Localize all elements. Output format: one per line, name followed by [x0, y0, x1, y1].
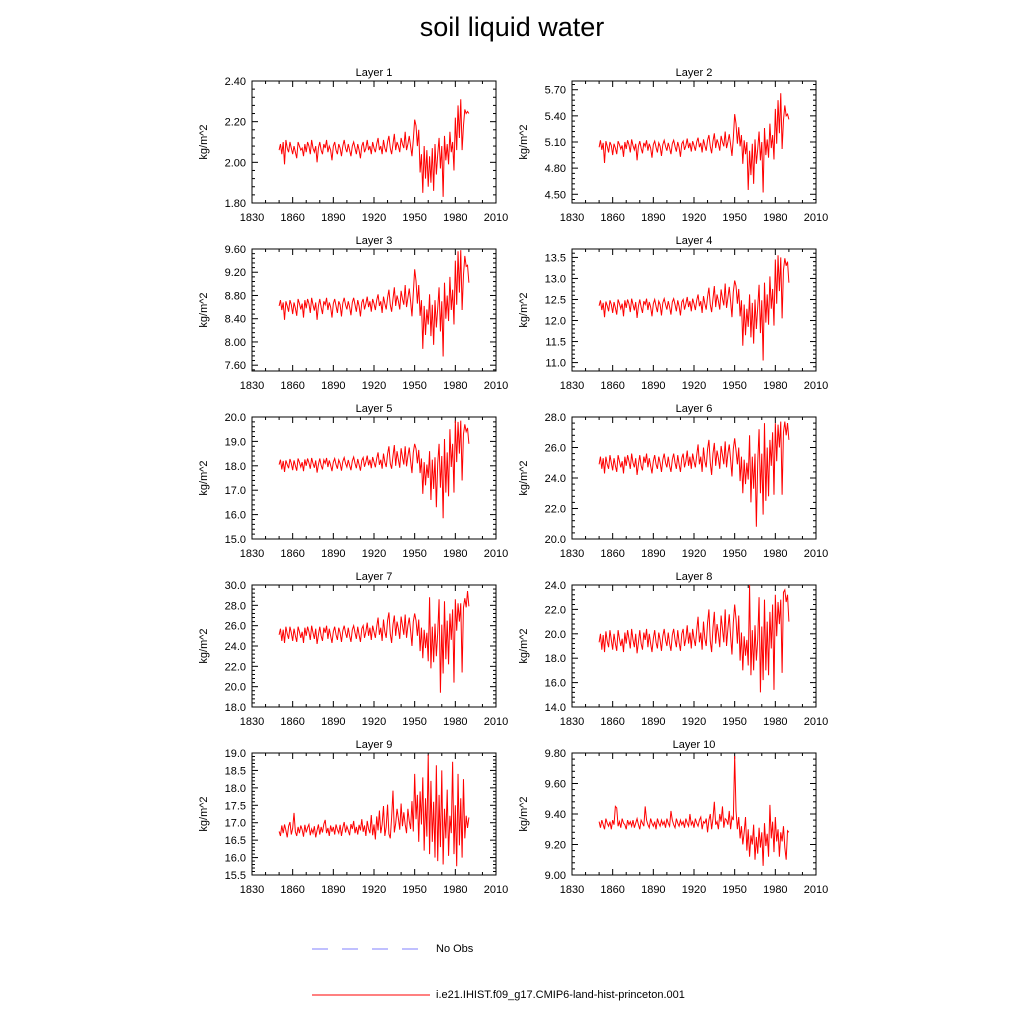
y-axis-label: kg/m^2 — [518, 124, 530, 160]
y-tick-label: 9.60 — [544, 778, 566, 791]
x-tick-label: 2010 — [803, 380, 829, 392]
y-tick-label: 5.70 — [544, 84, 566, 97]
y-axis-label: kg/m^2 — [198, 292, 210, 328]
y-axis-label: kg/m^2 — [198, 460, 210, 496]
x-tick-label: 1980 — [443, 884, 468, 896]
panel-layer-7 — [198, 571, 508, 728]
y-tick-label: 19.0 — [224, 748, 246, 760]
panel-layer-8 — [518, 571, 828, 728]
x-tick-label: 2010 — [803, 548, 829, 560]
x-tick-label: 1890 — [321, 212, 346, 224]
y-tick-label: 9.80 — [544, 748, 566, 760]
y-tick-label: 14.0 — [544, 702, 566, 714]
x-tick-label: 1890 — [321, 716, 346, 728]
y-tick-label: 22.0 — [224, 661, 246, 674]
y-tick-label: 18.0 — [224, 702, 246, 714]
x-tick-label: 1890 — [641, 548, 666, 560]
y-tick-label: 17.0 — [224, 817, 246, 830]
x-tick-label: 1830 — [559, 212, 585, 224]
x-tick-label: 1950 — [722, 716, 747, 728]
panel-layer-2 — [518, 67, 828, 224]
y-tick-label: 9.20 — [544, 839, 566, 852]
y-tick-label: 18.5 — [224, 765, 246, 778]
y-tick-label: 5.10 — [544, 137, 566, 149]
x-tick-label: 1980 — [763, 548, 788, 560]
legend-model-label: i.e21.IHIST.f09_g17.CMIP6-land-hist-princeton.001 — [436, 989, 685, 1001]
y-tick-label: 9.40 — [544, 809, 566, 821]
series-line — [599, 93, 789, 192]
y-tick-label: 12.0 — [544, 315, 566, 328]
y-axis-label: kg/m^2 — [518, 628, 530, 664]
x-tick-label: 1980 — [443, 212, 468, 224]
panel-title: Layer 10 — [672, 739, 716, 751]
plot-frame — [572, 417, 816, 539]
y-tick-label: 18.0 — [224, 460, 246, 473]
plot-frame — [252, 81, 496, 203]
panel-layer-6 — [518, 403, 828, 560]
y-tick-label: 18.0 — [544, 653, 566, 666]
x-tick-label: 1920 — [681, 380, 707, 392]
y-axis-label: kg/m^2 — [198, 124, 210, 160]
y-tick-label: 16.0 — [544, 677, 566, 690]
x-tick-label: 1920 — [361, 380, 387, 392]
y-tick-label: 28.0 — [224, 600, 246, 613]
x-tick-label: 1860 — [280, 548, 305, 560]
x-tick-label: 1830 — [239, 212, 265, 224]
y-axis-label: kg/m^2 — [518, 292, 530, 328]
x-tick-label: 1980 — [763, 212, 788, 224]
y-tick-label: 20.0 — [544, 534, 566, 546]
x-tick-label: 1830 — [559, 548, 585, 560]
x-tick-label: 1890 — [641, 884, 666, 896]
y-tick-label: 22.0 — [544, 604, 566, 617]
x-tick-label: 1860 — [280, 884, 305, 896]
x-tick-label: 1830 — [239, 716, 265, 728]
x-tick-label: 1980 — [443, 380, 468, 392]
y-axis-label: kg/m^2 — [518, 796, 530, 832]
x-tick-label: 1980 — [443, 716, 468, 728]
x-tick-label: 1830 — [239, 548, 265, 560]
x-tick-label: 1890 — [321, 548, 346, 560]
chart-title: soil liquid water — [419, 12, 605, 42]
y-tick-label: 24.0 — [544, 580, 566, 592]
x-tick-label: 1860 — [600, 548, 625, 560]
y-tick-label: 4.50 — [544, 189, 566, 202]
y-axis-label: kg/m^2 — [198, 628, 210, 664]
y-tick-label: 20.0 — [544, 628, 566, 641]
legend-obs-label: No Obs — [436, 943, 474, 955]
x-tick-label: 2010 — [483, 884, 509, 896]
y-axis-label: kg/m^2 — [518, 460, 530, 496]
x-tick-label: 1830 — [239, 884, 265, 896]
x-tick-label: 1950 — [402, 716, 427, 728]
plot-frame — [252, 417, 496, 539]
y-tick-label: 17.0 — [224, 485, 246, 498]
panel-layer-10 — [518, 739, 828, 896]
x-tick-label: 1920 — [681, 884, 707, 896]
series-line — [599, 585, 789, 692]
y-tick-label: 18.0 — [224, 782, 246, 795]
y-tick-label: 26.0 — [544, 442, 566, 455]
x-tick-label: 2010 — [483, 548, 509, 560]
x-tick-label: 1890 — [321, 380, 346, 392]
x-tick-label: 1980 — [443, 548, 468, 560]
panel-layer-9 — [198, 739, 508, 896]
x-tick-label: 1890 — [641, 716, 666, 728]
y-tick-label: 24.0 — [224, 641, 246, 653]
x-tick-label: 1950 — [402, 212, 427, 224]
x-tick-label: 1860 — [600, 716, 625, 728]
x-tick-label: 1920 — [361, 212, 387, 224]
y-tick-label: 22.0 — [544, 503, 566, 516]
x-tick-label: 1950 — [402, 380, 427, 392]
panel-layer-3 — [198, 235, 508, 392]
x-tick-label: 1920 — [361, 884, 387, 896]
x-tick-label: 1920 — [681, 212, 707, 224]
plot-frame — [252, 585, 496, 707]
y-tick-label: 1.80 — [224, 198, 246, 210]
series-line — [599, 422, 789, 527]
y-tick-label: 15.5 — [224, 870, 246, 882]
x-tick-label: 1920 — [681, 548, 707, 560]
panel-title: Layer 8 — [675, 571, 713, 583]
y-tick-label: 5.40 — [544, 110, 566, 123]
y-tick-label: 20.0 — [224, 681, 246, 694]
plot-frame — [572, 81, 816, 203]
x-tick-label: 1830 — [239, 380, 265, 392]
x-tick-label: 1860 — [600, 212, 625, 224]
y-tick-label: 17.5 — [224, 800, 246, 813]
x-tick-label: 1920 — [361, 716, 387, 728]
x-tick-label: 1890 — [641, 212, 666, 224]
x-tick-label: 2010 — [803, 884, 829, 896]
x-tick-label: 2010 — [803, 212, 829, 224]
y-tick-label: 8.80 — [224, 290, 246, 303]
y-tick-label: 9.20 — [224, 267, 246, 280]
y-tick-label: 2.40 — [224, 76, 246, 88]
panel-title: Layer 7 — [355, 571, 393, 583]
y-tick-label: 7.60 — [224, 360, 246, 373]
panel-layer-4 — [518, 235, 828, 392]
y-tick-label: 11.0 — [545, 357, 566, 370]
x-tick-label: 1830 — [559, 884, 585, 896]
y-tick-label: 24.0 — [544, 473, 566, 485]
y-tick-label: 8.00 — [224, 336, 246, 349]
x-tick-label: 2010 — [483, 212, 509, 224]
series-line — [599, 756, 789, 866]
y-tick-label: 16.0 — [224, 852, 246, 865]
x-tick-label: 1950 — [402, 884, 427, 896]
y-tick-label: 2.20 — [224, 116, 246, 129]
y-tick-label: 26.0 — [224, 620, 246, 633]
x-tick-label: 1920 — [361, 548, 387, 560]
y-tick-label: 12.5 — [544, 294, 566, 307]
x-tick-label: 2010 — [803, 716, 829, 728]
x-tick-label: 1980 — [763, 380, 788, 392]
panel-layer-5 — [198, 403, 508, 560]
y-tick-label: 16.0 — [224, 509, 246, 522]
legend-model-line — [312, 990, 432, 1000]
panel-title: Layer 2 — [675, 67, 713, 79]
x-tick-label: 1860 — [280, 380, 305, 392]
y-tick-label: 13.5 — [544, 252, 566, 265]
y-tick-label: 4.80 — [544, 163, 566, 176]
panel-layer-1 — [198, 67, 508, 224]
x-tick-label: 1860 — [600, 380, 625, 392]
y-tick-label: 8.40 — [224, 313, 246, 326]
y-tick-label: 28.0 — [544, 412, 566, 424]
x-tick-label: 1830 — [559, 716, 585, 728]
y-tick-label: 9.60 — [224, 244, 246, 256]
panel-title: Layer 6 — [675, 403, 713, 415]
x-tick-label: 2010 — [483, 716, 509, 728]
plot-frame — [252, 753, 496, 875]
series-line — [279, 421, 469, 519]
series-line — [279, 591, 469, 693]
x-tick-label: 1920 — [681, 716, 707, 728]
x-tick-label: 1890 — [321, 884, 346, 896]
y-tick-label: 20.0 — [224, 412, 246, 424]
x-tick-label: 1950 — [722, 212, 747, 224]
panel-title: Layer 3 — [355, 235, 393, 247]
y-axis-label: kg/m^2 — [198, 796, 210, 832]
y-tick-label: 2.00 — [224, 157, 246, 170]
y-tick-label: 13.0 — [544, 273, 566, 286]
x-tick-label: 1860 — [280, 716, 305, 728]
series-line — [279, 99, 469, 197]
panel-title: Layer 4 — [675, 235, 713, 247]
x-tick-label: 2010 — [483, 380, 509, 392]
y-tick-label: 15.0 — [224, 534, 246, 546]
x-tick-label: 1950 — [722, 380, 747, 392]
x-tick-label: 1980 — [763, 884, 788, 896]
y-tick-label: 9.00 — [544, 870, 566, 882]
x-tick-label: 1950 — [402, 548, 427, 560]
x-tick-label: 1950 — [722, 548, 747, 560]
series-line — [599, 255, 789, 360]
y-tick-label: 11.5 — [545, 336, 566, 349]
series-line — [279, 250, 469, 356]
x-tick-label: 1980 — [763, 716, 788, 728]
x-tick-label: 1950 — [722, 884, 747, 896]
y-tick-label: 19.0 — [224, 436, 246, 449]
x-tick-label: 1830 — [559, 380, 585, 392]
panel-title: Layer 5 — [355, 403, 393, 415]
legend-obs-line — [312, 944, 422, 954]
y-tick-label: 16.5 — [224, 835, 246, 848]
x-tick-label: 1860 — [600, 884, 625, 896]
panel-title: Layer 1 — [355, 67, 393, 79]
series-line — [279, 755, 469, 867]
x-tick-label: 1890 — [641, 380, 666, 392]
panel-title: Layer 9 — [355, 739, 393, 751]
x-tick-label: 1860 — [280, 212, 305, 224]
y-tick-label: 30.0 — [224, 580, 246, 592]
